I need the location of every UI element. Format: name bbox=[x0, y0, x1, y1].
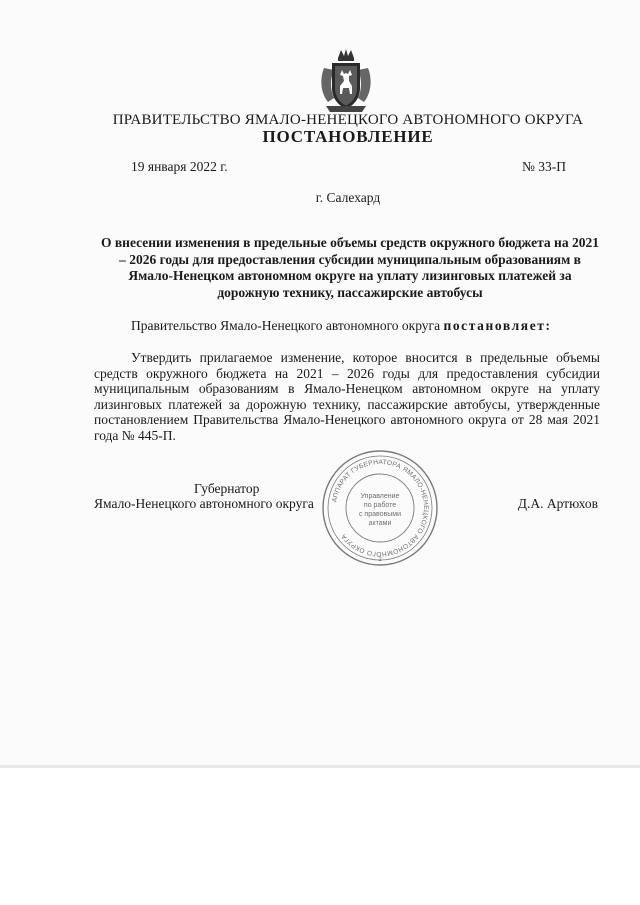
stamp-number: 2 bbox=[378, 557, 382, 563]
document-number: № 33-П bbox=[521, 159, 566, 174]
preamble-text: Правительство Ямало-Ненецкого автономного округа bbox=[131, 318, 444, 333]
coat-of-arms-icon bbox=[318, 48, 374, 114]
document-city: г. Салехард bbox=[315, 190, 381, 205]
preamble bbox=[131, 318, 552, 334]
signer-region: Ямало-Ненецкого автономного округа bbox=[94, 496, 314, 511]
government-title: ПРАВИТЕЛЬСТВО ЯМАЛО-НЕНЕЦКОГО АВТОНОМНОГО ОКРУГА bbox=[112, 112, 584, 128]
document-date: 19 января 2022 г. bbox=[131, 159, 228, 174]
body-paragraph: Утвердить прилагаемое изменение, которое вносится в предельные объемы средств окружного бюджета на 2021 – 2026 годы для предоставления субсидии муниципальным образованиям в Ямало-Ненецком автономном округе на уплату лизинговых платежей за дорожную технику, пассажирские автобусы, утвержденные постановлением Правительства Ямало-Ненецкого автономного округа от 28 мая 2021 года № 445-П. bbox=[94, 350, 600, 443]
stamp-line-3: с правовыми bbox=[358, 511, 402, 518]
signer-title: Губернатор bbox=[194, 481, 260, 496]
decree-word: постановляет: bbox=[443, 318, 552, 333]
stamp-outer-text: АППАРАТ ГУБЕРНАТОРА ЯМАЛО-НЕНЕЦКОГО АВТОНОМНОГО ОКРУГА bbox=[331, 458, 430, 558]
stamp-line-4: актами bbox=[368, 520, 392, 527]
stamp-line-1: Управление bbox=[360, 493, 400, 500]
official-stamp bbox=[320, 448, 440, 568]
document-subject: О внесении изменения в предельные объемы средств окружного бюджета на 2021 – 2026 годы для предоставления субсидии муниципальным образованиям в Ямало-Ненецком автономном округе на уплату лизинговых платежей за дорожную технику, пассажирские автобусы bbox=[101, 235, 599, 300]
document-type: ПОСТАНОВЛЕНИЕ bbox=[262, 127, 434, 146]
sheet-edge bbox=[0, 765, 640, 768]
signer-name: Д.А. Артюхов bbox=[517, 496, 598, 511]
stamp-line-2: по работе bbox=[363, 502, 397, 509]
